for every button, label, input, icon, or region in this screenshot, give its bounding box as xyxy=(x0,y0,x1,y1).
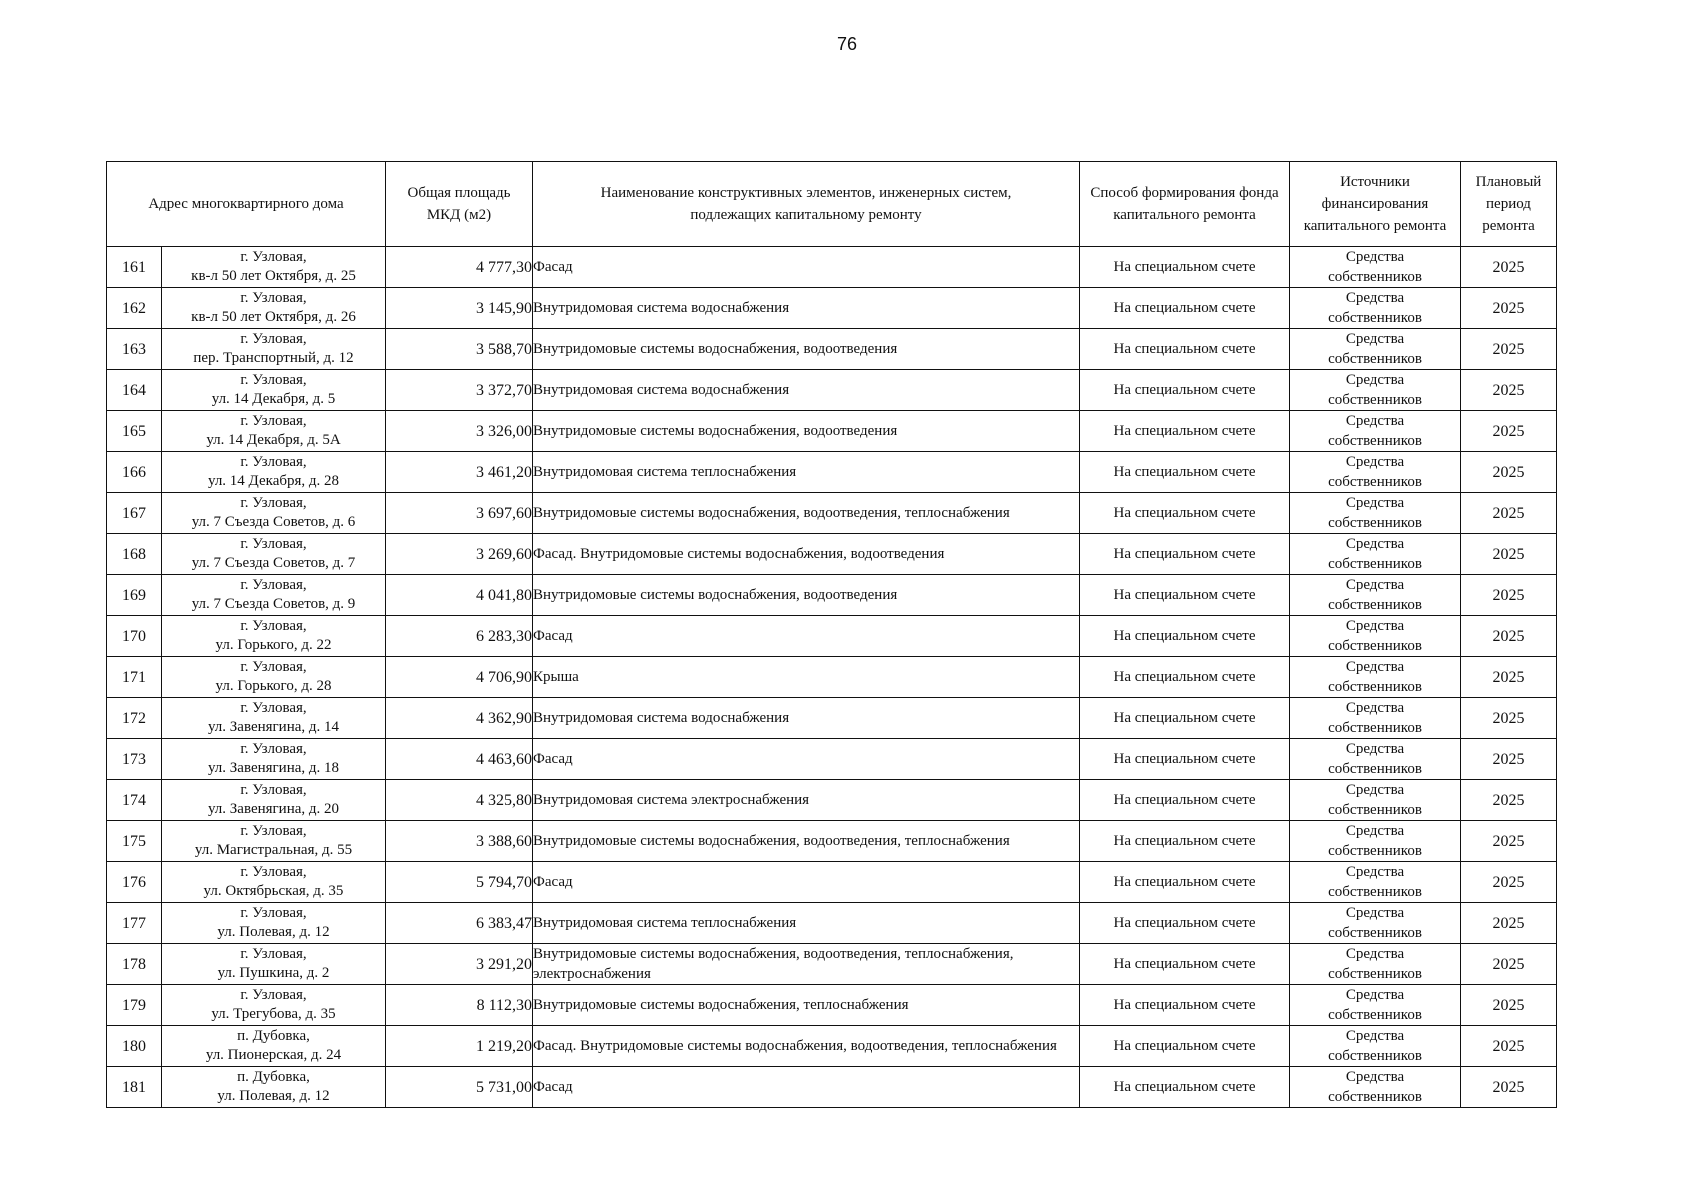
row-number: 171 xyxy=(107,657,162,698)
method-cell: На специальном счете xyxy=(1080,575,1290,616)
elements-cell: Внутридомовая система водоснабжения xyxy=(533,288,1080,329)
method-cell: На специальном счете xyxy=(1080,698,1290,739)
table-row xyxy=(107,985,1557,1026)
address-cell xyxy=(162,985,386,1026)
area-cell: 3 326,00 xyxy=(386,411,533,452)
source-line-2: собственников xyxy=(1328,1048,1422,1064)
area-cell: 3 461,20 xyxy=(386,452,533,493)
address-cell xyxy=(162,944,386,985)
elements-cell: Внутридомовые системы водоснабжения, водоотведения xyxy=(533,329,1080,370)
elements-cell: Фасад. Внутридомовые системы водоснабжения, водоотведения, теплоснабжения xyxy=(533,1026,1080,1067)
row-number: 174 xyxy=(107,780,162,821)
period-cell: 2025 xyxy=(1461,452,1557,493)
period-cell: 2025 xyxy=(1461,493,1557,534)
elements-cell: Фасад xyxy=(533,1067,1080,1108)
header-source: Источники финансирования капитального ремонта xyxy=(1290,162,1461,247)
area-cell: 3 697,60 xyxy=(386,493,533,534)
method-cell: На специальном счете xyxy=(1080,288,1290,329)
address-cell xyxy=(162,329,386,370)
source-line-2: собственников xyxy=(1328,843,1422,859)
source-cell xyxy=(1290,329,1461,370)
address-street: ул. Трегубова, д. 35 xyxy=(211,1006,336,1022)
method-cell: На специальном счете xyxy=(1080,247,1290,288)
table-row xyxy=(107,1067,1557,1108)
row-number: 161 xyxy=(107,247,162,288)
source-cell xyxy=(1290,452,1461,493)
source-cell xyxy=(1290,247,1461,288)
address-street: ул. Завенягина, д. 14 xyxy=(207,719,340,735)
area-cell: 8 112,30 xyxy=(386,985,533,1026)
source-line-2: собственников xyxy=(1328,269,1422,285)
method-cell: На специальном счете xyxy=(1080,780,1290,821)
source-line-1: Средства xyxy=(1345,700,1405,716)
address-city: г. Узловая, xyxy=(240,823,307,839)
source-line-2: собственников xyxy=(1328,761,1422,777)
elements-cell: Внутридомовая система электроснабжения xyxy=(533,780,1080,821)
source-line-1: Средства xyxy=(1345,1028,1405,1044)
address-city: г. Узловая, xyxy=(240,536,307,552)
address-city: г. Узловая, xyxy=(240,618,307,634)
source-line-2: собственников xyxy=(1328,1089,1422,1105)
address-street: ул. 14 Декабря, д. 28 xyxy=(207,473,340,489)
address-cell xyxy=(162,657,386,698)
source-line-1: Средства xyxy=(1345,536,1405,552)
method-cell: На специальном счете xyxy=(1080,821,1290,862)
address-city: г. Узловая, xyxy=(240,905,307,921)
area-cell: 6 383,47 xyxy=(386,903,533,944)
address-cell xyxy=(162,903,386,944)
period-cell: 2025 xyxy=(1461,575,1557,616)
source-line-1: Средства xyxy=(1345,864,1405,880)
source-line-2: собственников xyxy=(1328,556,1422,572)
elements-cell: Фасад xyxy=(533,862,1080,903)
period-cell: 2025 xyxy=(1461,411,1557,452)
method-cell: На специальном счете xyxy=(1080,903,1290,944)
method-cell: На специальном счете xyxy=(1080,657,1290,698)
method-cell: На специальном счете xyxy=(1080,862,1290,903)
area-cell: 5 794,70 xyxy=(386,862,533,903)
address-city: г. Узловая, xyxy=(240,741,307,757)
source-cell xyxy=(1290,944,1461,985)
address-city: п. Дубовка, xyxy=(237,1069,310,1085)
address-city: г. Узловая, xyxy=(240,413,307,429)
source-line-1: Средства xyxy=(1345,741,1405,757)
address-street: ул. Пушкина, д. 2 xyxy=(217,965,330,981)
address-cell xyxy=(162,452,386,493)
elements-cell: Фасад xyxy=(533,616,1080,657)
method-cell: На специальном счете xyxy=(1080,739,1290,780)
source-line-1: Средства xyxy=(1345,1069,1405,1085)
source-line-1: Средства xyxy=(1345,946,1405,962)
address-cell xyxy=(162,534,386,575)
address-cell xyxy=(162,575,386,616)
address-city: г. Узловая, xyxy=(240,290,307,306)
address-cell xyxy=(162,862,386,903)
area-cell: 4 463,60 xyxy=(386,739,533,780)
row-number: 172 xyxy=(107,698,162,739)
area-cell: 4 362,90 xyxy=(386,698,533,739)
source-line-2: собственников xyxy=(1328,720,1422,736)
period-cell: 2025 xyxy=(1461,657,1557,698)
address-street: ул. Горького, д. 22 xyxy=(215,637,332,653)
period-cell: 2025 xyxy=(1461,698,1557,739)
method-cell: На специальном счете xyxy=(1080,1067,1290,1108)
area-cell: 4 325,80 xyxy=(386,780,533,821)
source-line-1: Средства xyxy=(1345,290,1405,306)
elements-cell: Фасад xyxy=(533,247,1080,288)
period-cell: 2025 xyxy=(1461,821,1557,862)
method-cell: На специальном счете xyxy=(1080,616,1290,657)
row-number: 167 xyxy=(107,493,162,534)
row-number: 163 xyxy=(107,329,162,370)
address-cell xyxy=(162,616,386,657)
area-cell: 4 777,30 xyxy=(386,247,533,288)
source-cell xyxy=(1290,1026,1461,1067)
row-number: 180 xyxy=(107,1026,162,1067)
elements-cell: Внутридомовые системы водоснабжения, водоотведения, теплоснабжения xyxy=(533,821,1080,862)
area-cell: 3 372,70 xyxy=(386,370,533,411)
source-line-1: Средства xyxy=(1345,454,1405,470)
elements-cell: Внутридомовые системы водоснабжения, теплоснабжения xyxy=(533,985,1080,1026)
method-cell: На специальном счете xyxy=(1080,534,1290,575)
period-cell: 2025 xyxy=(1461,1026,1557,1067)
source-cell xyxy=(1290,698,1461,739)
area-cell: 3 291,20 xyxy=(386,944,533,985)
elements-cell: Внутридомовые системы водоснабжения, водоотведения xyxy=(533,411,1080,452)
period-cell: 2025 xyxy=(1461,616,1557,657)
elements-cell: Внутридомовые системы водоснабжения, водоотведения, теплоснабжения xyxy=(533,493,1080,534)
period-cell: 2025 xyxy=(1461,985,1557,1026)
address-cell xyxy=(162,1026,386,1067)
address-city: г. Узловая, xyxy=(240,372,307,388)
address-city: г. Узловая, xyxy=(240,249,307,265)
table-row xyxy=(107,657,1557,698)
source-line-2: собственников xyxy=(1328,597,1422,613)
address-street: кв-л 50 лет Октября, д. 26 xyxy=(191,309,356,325)
elements-cell: Внутридомовая система теплоснабжения xyxy=(533,903,1080,944)
source-line-1: Средства xyxy=(1345,331,1405,347)
period-cell: 2025 xyxy=(1461,534,1557,575)
address-street: ул. 14 Декабря, д. 5А xyxy=(206,432,341,448)
table-row xyxy=(107,903,1557,944)
source-line-1: Средства xyxy=(1345,823,1405,839)
address-street: ул. Завенягина, д. 20 xyxy=(207,801,340,817)
source-line-2: собственников xyxy=(1328,1007,1422,1023)
row-number: 173 xyxy=(107,739,162,780)
address-street: ул. Пионерская, д. 24 xyxy=(205,1047,342,1063)
address-city: г. Узловая, xyxy=(240,659,307,675)
row-number: 179 xyxy=(107,985,162,1026)
elements-cell: Внутридомовые системы водоснабжения, водоотведения, теплоснабжения, электроснабжения xyxy=(533,944,1080,985)
method-cell: На специальном счете xyxy=(1080,329,1290,370)
address-street: ул. Полевая, д. 12 xyxy=(217,1088,330,1104)
table-row xyxy=(107,411,1557,452)
table-row xyxy=(107,698,1557,739)
area-cell: 6 283,30 xyxy=(386,616,533,657)
address-street: ул. Полевая, д. 12 xyxy=(217,924,330,940)
period-cell: 2025 xyxy=(1461,329,1557,370)
source-line-2: собственников xyxy=(1328,433,1422,449)
address-cell xyxy=(162,288,386,329)
source-cell xyxy=(1290,493,1461,534)
row-number: 168 xyxy=(107,534,162,575)
source-cell xyxy=(1290,903,1461,944)
address-city: г. Узловая, xyxy=(240,864,307,880)
table-row xyxy=(107,452,1557,493)
address-street: пер. Транспортный, д. 12 xyxy=(193,350,354,366)
table-row xyxy=(107,493,1557,534)
row-number: 164 xyxy=(107,370,162,411)
address-street: ул. Октябрьская, д. 35 xyxy=(203,883,344,899)
table-row xyxy=(107,862,1557,903)
address-street: ул. 14 Декабря, д. 5 xyxy=(211,391,336,407)
header-period: Плановый период ремонта xyxy=(1461,162,1557,247)
address-cell xyxy=(162,739,386,780)
source-cell xyxy=(1290,288,1461,329)
elements-cell: Внутридомовые системы водоснабжения, водоотведения xyxy=(533,575,1080,616)
period-cell: 2025 xyxy=(1461,739,1557,780)
elements-cell: Фасад xyxy=(533,739,1080,780)
period-cell: 2025 xyxy=(1461,247,1557,288)
address-city: г. Узловая, xyxy=(240,495,307,511)
table-row xyxy=(107,1026,1557,1067)
source-line-1: Средства xyxy=(1345,577,1405,593)
method-cell: На специальном счете xyxy=(1080,411,1290,452)
header-elements: Наименование конструктивных элементов, инженерных систем, подлежащих капитальному ремонту xyxy=(533,162,1080,247)
source-line-1: Средства xyxy=(1345,372,1405,388)
area-cell: 4 706,90 xyxy=(386,657,533,698)
row-number: 176 xyxy=(107,862,162,903)
period-cell: 2025 xyxy=(1461,288,1557,329)
table-header-row xyxy=(107,162,1557,247)
header-area: Общая площадь МКД (м2) xyxy=(386,162,533,247)
period-cell: 2025 xyxy=(1461,780,1557,821)
table-row xyxy=(107,575,1557,616)
elements-cell: Внутридомовая система теплоснабжения xyxy=(533,452,1080,493)
address-city: г. Узловая, xyxy=(240,946,307,962)
table-row xyxy=(107,288,1557,329)
source-line-1: Средства xyxy=(1345,249,1405,265)
row-number: 181 xyxy=(107,1067,162,1108)
area-cell: 4 041,80 xyxy=(386,575,533,616)
row-number: 178 xyxy=(107,944,162,985)
source-cell xyxy=(1290,370,1461,411)
address-cell xyxy=(162,247,386,288)
source-cell xyxy=(1290,411,1461,452)
table-row xyxy=(107,739,1557,780)
source-line-2: собственников xyxy=(1328,966,1422,982)
address-street: кв-л 50 лет Октября, д. 25 xyxy=(191,268,356,284)
source-cell xyxy=(1290,821,1461,862)
address-city: г. Узловая, xyxy=(240,454,307,470)
method-cell: На специальном счете xyxy=(1080,452,1290,493)
source-cell xyxy=(1290,862,1461,903)
address-city: г. Узловая, xyxy=(240,331,307,347)
source-cell xyxy=(1290,575,1461,616)
source-line-1: Средства xyxy=(1345,495,1405,511)
table-row xyxy=(107,370,1557,411)
area-cell: 3 588,70 xyxy=(386,329,533,370)
period-cell: 2025 xyxy=(1461,862,1557,903)
row-number: 165 xyxy=(107,411,162,452)
period-cell: 2025 xyxy=(1461,944,1557,985)
source-line-2: собственников xyxy=(1328,679,1422,695)
method-cell: На специальном счете xyxy=(1080,1026,1290,1067)
source-cell xyxy=(1290,616,1461,657)
row-number: 169 xyxy=(107,575,162,616)
header-method: Способ формирования фонда капитального ремонта xyxy=(1080,162,1290,247)
period-cell: 2025 xyxy=(1461,1067,1557,1108)
source-line-2: собственников xyxy=(1328,884,1422,900)
source-line-2: собственников xyxy=(1328,802,1422,818)
method-cell: На специальном счете xyxy=(1080,493,1290,534)
elements-cell: Внутридомовая система водоснабжения xyxy=(533,370,1080,411)
method-cell: На специальном счете xyxy=(1080,944,1290,985)
address-cell xyxy=(162,411,386,452)
source-line-2: собственников xyxy=(1328,515,1422,531)
address-street: ул. 7 Съезда Советов, д. 7 xyxy=(191,555,356,571)
table-row xyxy=(107,616,1557,657)
address-cell xyxy=(162,780,386,821)
address-city: п. Дубовка, xyxy=(237,1028,310,1044)
address-city: г. Узловая, xyxy=(240,782,307,798)
table-row xyxy=(107,534,1557,575)
source-cell xyxy=(1290,780,1461,821)
table-row xyxy=(107,247,1557,288)
source-line-2: собственников xyxy=(1328,392,1422,408)
method-cell: На специальном счете xyxy=(1080,985,1290,1026)
source-cell xyxy=(1290,985,1461,1026)
address-cell xyxy=(162,1067,386,1108)
source-line-1: Средства xyxy=(1345,618,1405,634)
row-number: 162 xyxy=(107,288,162,329)
address-cell xyxy=(162,370,386,411)
source-cell xyxy=(1290,534,1461,575)
address-street: ул. Горького, д. 28 xyxy=(215,678,332,694)
capital-repair-table xyxy=(106,161,1557,1108)
source-line-1: Средства xyxy=(1345,905,1405,921)
address-city: г. Узловая, xyxy=(240,577,307,593)
row-number: 170 xyxy=(107,616,162,657)
source-line-1: Средства xyxy=(1345,782,1405,798)
address-cell xyxy=(162,493,386,534)
source-cell xyxy=(1290,739,1461,780)
table-row xyxy=(107,944,1557,985)
table-row xyxy=(107,329,1557,370)
address-street: ул. 7 Съезда Советов, д. 9 xyxy=(191,596,356,612)
method-cell: На специальном счете xyxy=(1080,370,1290,411)
address-street: ул. Магистральная, д. 55 xyxy=(194,842,353,858)
area-cell: 1 219,20 xyxy=(386,1026,533,1067)
table-body xyxy=(107,247,1557,1108)
address-cell xyxy=(162,698,386,739)
source-line-1: Средства xyxy=(1345,659,1405,675)
source-line-2: собственников xyxy=(1328,638,1422,654)
source-cell xyxy=(1290,657,1461,698)
page-number: 76 xyxy=(836,34,858,54)
address-city: г. Узловая, xyxy=(240,700,307,716)
area-cell: 3 269,60 xyxy=(386,534,533,575)
source-line-2: собственников xyxy=(1328,474,1422,490)
source-line-1: Средства xyxy=(1345,413,1405,429)
period-cell: 2025 xyxy=(1461,370,1557,411)
address-city: г. Узловая, xyxy=(240,987,307,1003)
source-line-2: собственников xyxy=(1328,310,1422,326)
source-line-2: собственников xyxy=(1328,351,1422,367)
address-cell xyxy=(162,821,386,862)
address-street: ул. Завенягина, д. 18 xyxy=(207,760,340,776)
address-street: ул. 7 Съезда Советов, д. 6 xyxy=(191,514,356,530)
row-number: 177 xyxy=(107,903,162,944)
source-line-1: Средства xyxy=(1345,987,1405,1003)
table-row xyxy=(107,780,1557,821)
area-cell: 5 731,00 xyxy=(386,1067,533,1108)
area-cell: 3 388,60 xyxy=(386,821,533,862)
period-cell: 2025 xyxy=(1461,903,1557,944)
source-line-2: собственников xyxy=(1328,925,1422,941)
table-row xyxy=(107,821,1557,862)
elements-cell: Внутридомовая система водоснабжения xyxy=(533,698,1080,739)
row-number: 175 xyxy=(107,821,162,862)
elements-cell: Крыша xyxy=(533,657,1080,698)
row-number: 166 xyxy=(107,452,162,493)
area-cell: 3 145,90 xyxy=(386,288,533,329)
header-address: Адрес многоквартирного дома xyxy=(107,162,386,247)
source-cell xyxy=(1290,1067,1461,1108)
elements-cell: Фасад. Внутридомовые системы водоснабжения, водоотведения xyxy=(533,534,1080,575)
